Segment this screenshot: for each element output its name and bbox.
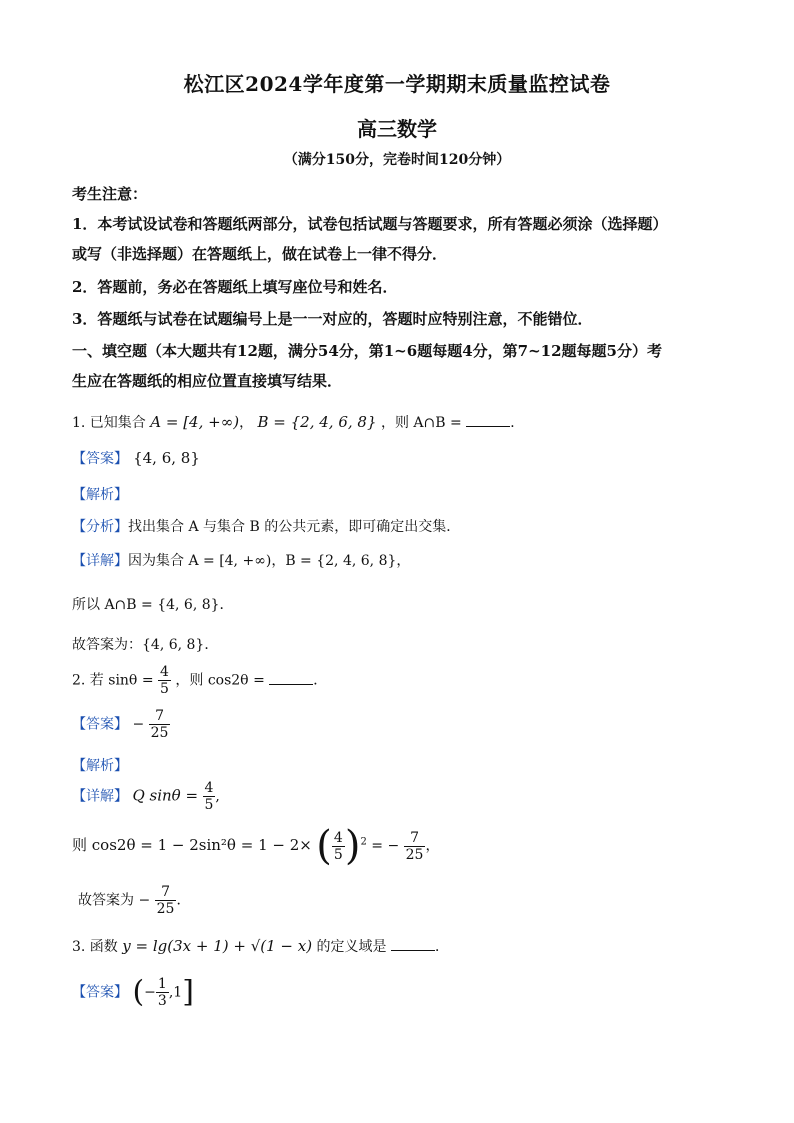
- right-bracket: ]: [182, 974, 194, 1010]
- analysis-tag: 【解析】: [72, 758, 128, 774]
- question-3-ask: 的定义域是: [316, 939, 387, 955]
- analysis-tag: 【解析】: [72, 487, 128, 503]
- question-1-final: 故答案为：{4, 6, 8}．: [72, 637, 219, 653]
- function-formula: y = lg(3x + 1) + √(1 − x): [122, 937, 313, 955]
- detail-text: 因为集合 A = [4, +∞)，B = {2, 4, 6, 8}，: [128, 553, 411, 569]
- answer-blank: [269, 672, 313, 685]
- step-text: 则 cos2θ = 1 − 2sin²θ = 1 − 2×: [72, 836, 312, 854]
- fenxi-text: 找出集合 A 与集合 B 的公共元素，即可确定出交集．: [128, 519, 461, 535]
- fraction: $\frac{4}{5}$: [204, 780, 214, 813]
- exam-note: （满分150分，完卷时间120分钟）: [283, 152, 511, 168]
- section-heading-line-1: 一、填空题（本大题共有12题，满分54分，第1~6题每题4分，第7~12题每题5分）考: [72, 342, 662, 360]
- answer-blank: [391, 938, 435, 951]
- notice-item-1-line-1: 1．本考试设试卷和答题纸两部分，试卷包括试题与答题要求，所有答题必须涂（选择题）: [72, 215, 668, 233]
- notice-heading: 考生注意：: [72, 185, 148, 203]
- set-b: B = {2, 4, 6, 8}: [257, 413, 377, 431]
- answer-tag: 【答案】: [72, 451, 128, 467]
- question-2-ask: ，则 cos2θ =: [175, 672, 265, 689]
- fraction: $\frac{4}{5}$: [333, 829, 343, 863]
- question-1-detail: [72, 550, 410, 570]
- question-2-prefix: 2. 若 sinθ =: [72, 672, 154, 689]
- section-heading-line-2: 生应在答题纸的相应位置直接填写结果．: [72, 372, 343, 390]
- notice-item-1-line-2: 或写（非选择题）在答题纸上，做在试卷上一律不得分．: [72, 245, 448, 263]
- detail-tag: 【详解】: [72, 788, 128, 805]
- notice-item-3: 3．答题纸与试卷在试题编号上是一一对应的，答题时应特别注意，不能错位．: [72, 310, 593, 328]
- fraction: $\frac{7}{25}$: [156, 884, 175, 917]
- question-2-final: 故答案为 − $\frac{7}{25}$ ．: [78, 884, 191, 917]
- final-text: 故答案为 −: [78, 892, 151, 909]
- question-1-answer: [72, 448, 200, 468]
- document-title: 松江区2024学年度第一学期期末质量监控试卷: [183, 72, 611, 96]
- subject-title: 高三数学: [357, 117, 437, 141]
- left-paren: (: [132, 974, 145, 1010]
- question-3-prefix: 3. 函数: [72, 939, 118, 955]
- detail-text: Q sinθ =: [132, 786, 199, 805]
- answer-fraction: $\frac{7}{25}$: [150, 708, 169, 741]
- detail-tag: 【详解】: [72, 553, 128, 569]
- question-2-answer: [72, 708, 170, 741]
- answer-tag: 【答案】: [72, 984, 128, 1001]
- fraction: $\frac{7}{25}$: [405, 829, 424, 863]
- set-a: A = [4, +∞): [150, 413, 240, 431]
- question-2-step: 则 cos2θ = 1 − 2sin²θ = 1 − 2× ( $\frac{4}{5}$ )$^2$ = − $\frac{7}{25}$ ，: [72, 823, 440, 869]
- left-paren: (: [316, 823, 332, 869]
- exponent: 2: [360, 836, 367, 848]
- answer-tag: 【答案】: [72, 716, 128, 733]
- fraction: $\frac{1}{3}$: [157, 976, 167, 1009]
- fenxi-tag: 【分析】: [72, 519, 128, 535]
- question-2-detail: 【详解】 Q sinθ = $\frac{4}{5}$ ,: [72, 780, 220, 813]
- answer-blank: [466, 414, 510, 427]
- question-1-analysis: [72, 516, 460, 536]
- upper-bound: 1: [173, 984, 183, 1001]
- question-1-so: 所以 A∩B = {4, 6, 8}．: [72, 597, 234, 613]
- question-2: 2. 若 sinθ = $\frac{4}{5}$ ，则 cos2θ = ．: [72, 664, 328, 697]
- answer-sign: −: [132, 716, 145, 733]
- answer-value: {4, 6, 8}: [133, 449, 200, 467]
- right-paren: ): [344, 823, 361, 869]
- fraction: $\frac{4}{5}$: [160, 664, 169, 697]
- question-1-prefix: 1. 已知集合: [72, 415, 146, 431]
- question-1: 1. 已知集合 A = [4, +∞)， B = {2, 4, 6, 8} ，则 A∩B = ．: [72, 413, 525, 431]
- question-3: 3. 函数 y = lg(3x + 1) + √(1 − x) 的定义域是 ．: [72, 937, 449, 955]
- question-3-answer: 【答案】 (− $\frac{1}{3}$ ,1]: [72, 974, 194, 1010]
- notice-item-2: 2．答题前，务必在答题纸上填写座位号和姓名．: [72, 278, 398, 296]
- question-1-ask: ，则 A∩B =: [380, 415, 462, 431]
